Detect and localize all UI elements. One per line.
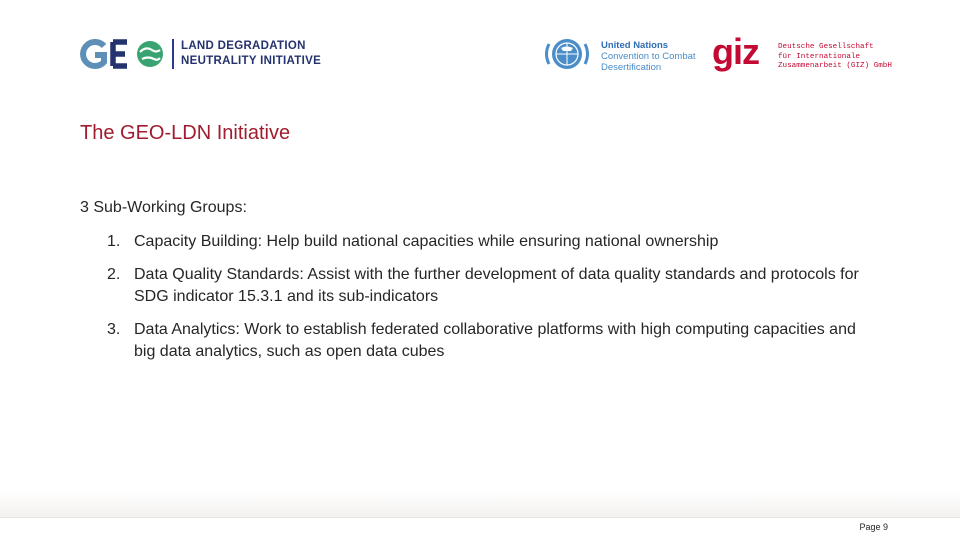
slide-title: The GEO-LDN Initiative — [80, 122, 291, 144]
footer-band — [0, 490, 960, 518]
giz-line1: Deutsche Gesellschaft — [778, 43, 874, 51]
unccd-logo-text — [601, 40, 696, 73]
logo-divider — [172, 39, 174, 69]
giz-line3: Zusammenarbeit (GIZ) GmbH — [778, 62, 892, 70]
giz-logo-text — [778, 43, 892, 72]
ldn-logo-text — [181, 39, 321, 69]
footer-divider — [0, 517, 960, 518]
sub-working-groups-list — [107, 231, 867, 374]
ldn-logo-line2: NEUTRALITY INITIATIVE — [181, 55, 322, 67]
giz-line2: für Internationale — [778, 52, 861, 61]
unccd-logo — [540, 36, 705, 72]
list-item — [107, 264, 867, 308]
geo-ldn-logo — [80, 36, 350, 72]
list-item-number: 1. — [107, 233, 121, 250]
page-number: Page 9 — [859, 522, 888, 532]
giz-logo — [712, 31, 892, 74]
list-item — [107, 319, 867, 363]
list-item-text: Data Analytics: Work to establish federated collaborative platforms with high computing capacities and big data analytics, such as open data cubes — [134, 321, 856, 360]
ldn-logo-line1: LAND DEGRADATION — [181, 40, 306, 52]
intro-text: 3 Sub-Working Groups: — [80, 199, 247, 216]
giz-wordmark: giz — [712, 31, 759, 72]
unccd-line1: United Nations — [601, 40, 669, 51]
geo-wordmark-icon — [80, 38, 168, 70]
list-item-number: 3. — [107, 321, 121, 338]
list-item-text: Data Quality Standards: Assist with the further development of data quality standards and protocols for SDG indicator 15.3.1 and its sub-indicators — [134, 266, 859, 305]
list-item-text: Capacity Building: Help build national capacities while ensuring national ownership — [134, 233, 719, 250]
list-item — [107, 231, 867, 253]
unccd-line2: Convention to Combat — [601, 51, 696, 62]
un-emblem-icon — [540, 36, 594, 72]
list-item-number: 2. — [107, 266, 121, 283]
unccd-line3: Desertification — [601, 62, 662, 73]
